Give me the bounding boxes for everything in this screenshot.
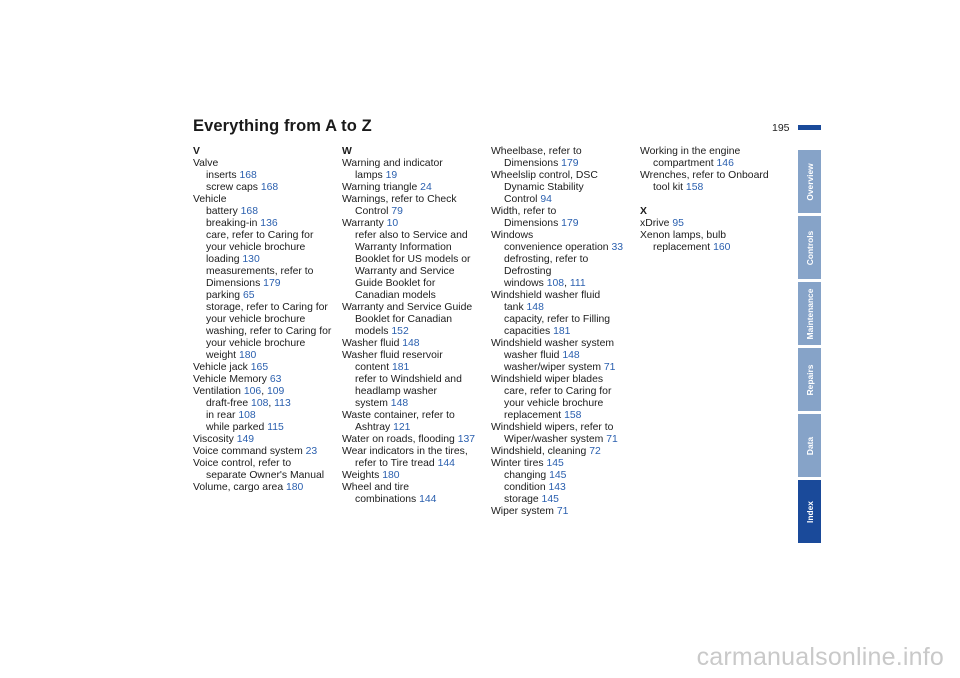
entry-text: while parked [206,422,268,433]
index-subentry [491,278,623,290]
entry-text: combinations [355,494,420,505]
index-subentry [491,482,623,494]
index-subentry [193,182,331,194]
index-entry [342,338,475,350]
entry-text: content [355,362,392,373]
index-entry [491,446,623,458]
index-subentry [342,386,475,398]
index-column-4 [640,146,769,254]
tab-index[interactable] [798,480,821,543]
page-reference-link[interactable]: 95 [672,218,684,229]
page-reference-link[interactable]: 181 [391,362,410,373]
page-reference-link[interactable]: 149 [236,434,255,445]
index-subentry [491,398,623,410]
page-reference-link[interactable]: 109 [266,386,285,397]
entry-text: your vehicle brochure [206,314,306,325]
index-subentry [342,230,475,242]
entry-text: Control [504,194,541,205]
page-reference-link[interactable]: 146 [716,158,734,169]
page-reference-link[interactable]: 71 [556,506,569,517]
index-subentry [491,266,623,278]
index-entry [491,506,623,518]
reference-separator: , [261,386,267,397]
index-entry [640,146,769,158]
page-reference-link[interactable]: 168 [240,206,258,217]
entry-text: care, refer to Caring for [504,386,612,397]
entry-text: defrosting, refer to [504,254,589,265]
index-subentry [342,458,475,470]
page-reference-link[interactable]: 180 [382,470,400,481]
index-column-1 [193,146,331,494]
index-entry [342,434,475,446]
page-reference-link[interactable]: 106 [243,386,262,397]
index-entry [342,470,475,482]
index-subentry [491,242,623,254]
tab-label: Data [804,436,815,455]
index-subentry [491,410,623,422]
entry-text: Dimensions [206,278,264,289]
index-subentry [342,254,475,266]
index-subentry [342,266,475,278]
tab-label: Controls [804,230,815,265]
page-reference-link[interactable]: 10 [386,218,399,229]
page-reference-link[interactable]: 23 [305,446,318,457]
entry-text: Warranty and Service [355,266,455,277]
entry-text: Volume, cargo area [193,482,286,493]
page-reference-link[interactable]: 94 [540,194,552,205]
page-reference-link[interactable]: 24 [420,182,432,193]
page-reference-link[interactable]: 144 [437,458,455,469]
page-reference-link[interactable]: 71 [603,362,616,373]
tab-data[interactable] [798,414,821,477]
entry-text: in rear [206,410,239,421]
entry-text: Ventilation [193,386,244,397]
entry-text: capacity, refer to Filling [504,314,611,325]
index-subentry [193,242,331,254]
entry-text: Waste container, refer to [342,410,455,421]
entry-text: Washer fluid reservoir [342,350,443,361]
entry-text: Wheel and tire [342,482,409,493]
entry-text: Washer fluid [342,338,403,349]
index-subentry [491,218,623,230]
entry-text: Dimensions [504,218,562,229]
reference-separator: , [268,398,275,409]
entry-text: Vehicle jack [193,362,251,373]
page-reference-link[interactable]: 148 [402,338,420,349]
entry-text: Warning and indicator [342,158,443,169]
page-reference-link[interactable]: 180 [286,482,304,493]
index-subentry [342,242,475,254]
index-subentry [193,338,331,350]
entry-text: compartment [653,158,717,169]
index-entry [342,182,475,194]
entry-text: storage [504,494,542,505]
index-subentry [342,290,475,302]
index-subentry [342,326,475,338]
entry-text: replacement [653,242,714,253]
page-reference-link[interactable]: 137 [457,434,476,445]
entry-text: Windows [491,230,534,241]
index-subentry [193,398,331,410]
index-subentry [342,422,475,434]
page-reference-link[interactable]: 179 [561,218,579,229]
index-entry [491,146,623,158]
entry-text: parking [206,290,243,301]
page-reference-link[interactable]: 158 [564,410,582,421]
tab-label: Repairs [804,364,815,395]
index-entry [491,290,623,302]
entry-text: breaking-in [206,218,261,229]
index-entry [491,422,623,434]
page-reference-link[interactable]: 130 [242,254,260,265]
entry-text: Warranty Information [355,242,452,253]
tab-maintenance[interactable] [798,282,821,345]
index-subentry [193,170,331,182]
tab-repairs[interactable] [798,348,821,411]
page-reference-link[interactable]: 115 [267,422,284,433]
index-entry [491,374,623,386]
index-entry [491,458,623,470]
page-reference-link[interactable]: 72 [589,446,601,457]
entry-text: screw caps [206,182,261,193]
entry-text: Booklet for Canadian [355,314,453,325]
index-entry [342,194,475,206]
index-entry [193,158,331,170]
entry-text: windows [504,278,547,289]
entry-text: Valve [193,158,219,169]
page-reference-link[interactable]: 168 [239,170,257,181]
index-subentry [491,254,623,266]
entry-text: Water on roads, flooding [342,434,458,445]
index-subentry [193,422,331,434]
entry-text: Guide Booklet for [355,278,436,289]
page-reference-link[interactable]: 71 [606,434,618,445]
index-subentry [193,326,331,338]
entry-text: changing [504,470,550,481]
entry-text: Warning triangle [342,182,421,193]
entry-text: condition [504,482,549,493]
index-subentry [193,470,331,482]
index-subentry [193,266,331,278]
entry-text: weight [206,350,239,361]
index-subentry [193,230,331,242]
index-subentry [193,290,331,302]
entry-text: Voice command system [193,446,306,457]
tab-label: Index [804,500,815,523]
section-letter: X [640,206,647,217]
entry-text: battery [206,206,241,217]
entry-text: your vehicle brochure [206,338,306,349]
page-reference-link[interactable]: 148 [526,302,544,313]
entry-text: Wheelslip control, DSC [491,170,598,181]
index-entry [193,362,331,374]
page-reference-link[interactable]: 145 [541,494,559,505]
index-entry [491,338,623,350]
index-entry [342,302,475,314]
index-subentry [491,362,623,374]
page-reference-link[interactable]: 33 [611,242,624,253]
index-subentry [491,350,623,362]
entry-text: Windshield wiper blades [491,374,604,385]
page-reference-link[interactable]: 179 [561,158,579,169]
page-reference-link[interactable]: 121 [393,422,411,433]
entry-text: refer to Windshield and [355,374,462,385]
section-gap [640,194,769,206]
index-subentry [491,302,623,314]
index-entry [193,374,331,386]
entry-text: Warranty [342,218,387,229]
entry-text: Winter tires [491,458,547,469]
index-entry [640,170,769,182]
index-entry [342,446,475,458]
page-title: Everything from A to Z [193,117,372,135]
entry-text: Booklet for US models or [355,254,471,265]
page-reference-link[interactable]: 160 [713,242,731,253]
page-reference-link[interactable]: 63 [269,374,282,385]
entry-text: measurements, refer to [206,266,314,277]
entry-text: care, refer to Caring for [206,230,314,241]
entry-text: separate Owner's Manual [206,470,325,481]
entry-text: Voice control, refer to [193,458,292,469]
page-number-bar [798,125,821,130]
page-reference-link[interactable]: 145 [549,470,567,481]
entry-text: your vehicle brochure [504,398,604,409]
index-entry [342,158,475,170]
index-entry [193,386,331,398]
page-reference-link[interactable]: 168 [260,182,279,193]
page-number: 195 [772,122,790,134]
entry-text: Windshield washer system [491,338,614,349]
index-entry [193,434,331,446]
index-subentry [491,434,623,446]
entry-text: Windshield, cleaning [491,446,590,457]
page-reference-link[interactable]: 165 [250,362,269,373]
tab-label: Maintenance [804,288,815,339]
index-subentry [640,182,769,194]
entry-text: washer fluid [504,350,563,361]
index-subentry [193,350,331,362]
index-subentry [193,278,331,290]
index-subentry [491,194,623,206]
index-subentry [491,314,623,326]
entry-text: loading [206,254,243,265]
page-reference-link[interactable]: 148 [562,350,580,361]
page-reference-link[interactable]: 180 [238,350,257,361]
entry-text: Width, refer to [491,206,557,217]
page-reference-link[interactable]: 148 [390,398,409,409]
index-subentry [491,158,623,170]
index-subentry [640,242,769,254]
page-reference-link[interactable]: 111 [569,278,586,289]
entry-text: Vehicle [193,194,227,205]
index-subentry [193,254,331,266]
index-subentry [193,206,331,218]
entry-text: Windshield wipers, refer to [491,422,614,433]
index-entry [193,446,331,458]
index-entry [193,458,331,470]
index-subentry [342,170,475,182]
entry-text: washer/wiper system [504,362,604,373]
index-subentry [193,314,331,326]
index-subentry [342,314,475,326]
entry-text: Warnings, refer to Check [342,194,457,205]
entry-text: storage, refer to Caring for [206,302,328,313]
entry-text: capacities [504,326,554,337]
page-reference-link[interactable]: 108 [238,410,256,421]
section-letter: W [342,146,352,157]
index-subentry [491,182,623,194]
entry-text: refer to Tire tread [355,458,438,469]
index-entry [342,482,475,494]
index-subentry [491,494,623,506]
reference-separator: , [564,278,570,289]
entry-text: your vehicle brochure [206,242,306,253]
entry-text: refer also to Service and [355,230,468,241]
index-subentry [342,362,475,374]
index-entry [193,194,331,206]
page-reference-link[interactable]: 108 [546,278,565,289]
tab-label: Overview [804,162,815,201]
page-reference-link[interactable]: 143 [548,482,566,493]
page-reference-link[interactable]: 145 [546,458,564,469]
entry-text: Control [355,206,392,217]
index-subentry [640,158,769,170]
entry-text: replacement [504,410,565,421]
entry-text: Canadian models [355,290,436,301]
entry-text: washing, refer to Caring for [206,326,332,337]
index-subentry [342,206,475,218]
index-subentry [193,410,331,422]
watermark: carmanualsonline.info [696,643,944,671]
entry-text: Ashtray [355,422,394,433]
page-reference-link[interactable]: 65 [242,290,255,301]
index-subentry [193,302,331,314]
entry-text: Warranty and Service Guide [342,302,473,313]
entry-text: tank [504,302,527,313]
page-reference-link[interactable]: 144 [419,494,437,505]
index-entry [491,170,623,182]
page-reference-link[interactable]: 181 [553,326,571,337]
entry-text: inserts [206,170,240,181]
entry-text: Wrenches, refer to Onboard [640,170,769,181]
entry-text: draft-free [206,398,252,409]
entry-text: xDrive [640,218,673,229]
index-subentry [491,326,623,338]
entry-text: Windshield washer fluid [491,290,601,301]
page-reference-link[interactable]: 152 [391,326,409,337]
entry-text: Weights [342,470,383,481]
entry-text: models [355,326,392,337]
page-reference-link[interactable]: 158 [685,182,704,193]
entry-text: system [355,398,391,409]
entry-text: Viscosity [193,434,237,445]
page-reference-link[interactable]: 113 [274,398,291,409]
index-column-2 [342,146,475,506]
index-subentry [193,218,331,230]
index-entry [640,218,769,230]
index-entry [193,482,331,494]
page-reference-link[interactable]: 19 [385,170,398,181]
entry-text: Working in the engine [640,146,741,157]
index-subentry [491,386,623,398]
index-entry [491,230,623,242]
index-column-3 [491,146,623,518]
index-subentry [342,278,475,290]
index-subentry [342,374,475,386]
entry-text: Wear indicators in the tires, [342,446,468,457]
index-subentry [342,398,475,410]
page-reference-link[interactable]: 108 [251,398,269,409]
page-reference-link[interactable]: 79 [391,206,403,217]
entry-text: Defrosting [504,266,552,277]
index-subentry [342,494,475,506]
index-subentry [491,470,623,482]
entry-text: Xenon lamps, bulb [640,230,727,241]
entry-text: headlamp washer [355,386,438,397]
index-entry [640,230,769,242]
index-entry [342,350,475,362]
entry-text: Dimensions [504,158,562,169]
entry-text: Vehicle Memory [193,374,270,385]
entry-text: convenience operation [504,242,612,253]
tab-overview[interactable] [798,150,821,213]
entry-text: Wheelbase, refer to [491,146,582,157]
entry-text: Dynamic Stability [504,182,584,193]
entry-text: Wiper system [491,506,557,517]
page-reference-link[interactable]: 136 [260,218,278,229]
index-entry [342,218,475,230]
index-entry [491,206,623,218]
index-entry [342,410,475,422]
tab-controls[interactable] [798,216,821,279]
section-letter: V [193,146,200,157]
page-reference-link[interactable]: 179 [263,278,281,289]
entry-text: Wiper/washer system [504,434,607,445]
entry-text: lamps [355,170,386,181]
entry-text: tool kit [653,182,686,193]
